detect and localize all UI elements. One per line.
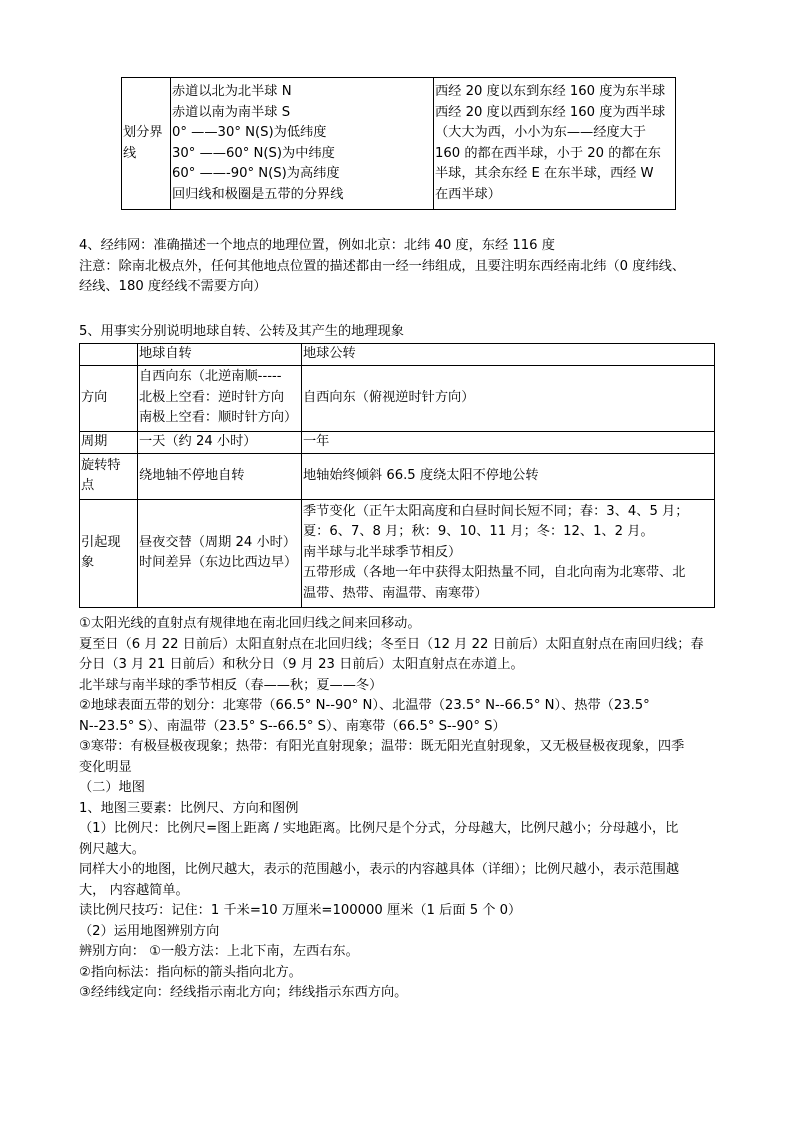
longitude-division-cell: [434, 78, 676, 210]
section-4-note-cont: 经线、180 度经线不需要方向）: [79, 279, 267, 294]
longitude-line: 西经 20 度以西到东经 160 度为西半球: [435, 104, 666, 120]
latitude-line: 赤道以北为北半球 N: [172, 84, 292, 99]
section-4-heading: 4、经纬网：准确描述一个地点的地理位置，例如北京：北纬 40 度，东经 116 度: [79, 238, 555, 253]
revolution-cell: [302, 431, 715, 453]
note-line: （1）比例尺：比例尺=图上距离 / 实地距离。比例尺是个分式，分母越大，比例尺越小；分母越小，比: [79, 821, 679, 836]
rotation-revolution-table: [79, 343, 715, 608]
latitude-line: 0° ——30° N(S)为低纬度: [172, 125, 327, 140]
longitude-line: 在西半球）: [435, 186, 501, 202]
note-line: 北半球与南半球的季节相反（春——秋；夏——冬）: [79, 677, 383, 693]
revolution-line: 南半球与北半球季节相反）: [303, 544, 462, 560]
table-header-row: [80, 344, 715, 366]
revolution-cell: [302, 365, 715, 431]
latitude-division-cell: [171, 78, 434, 210]
revolution-line: 夏：6、7、8 月；秋：9、10、11 月；冬：12、1、2 月。: [303, 524, 654, 540]
row-label-line: 引起现: [81, 534, 121, 550]
rotation-cell: [138, 365, 302, 431]
note-line: 夏至日（6 月 22 日前后）太阳直射点在北回归线；冬至日（12 月 22 日前后）太阳直射点在南回归线；春: [79, 636, 704, 652]
table-row-period: [80, 431, 715, 453]
header-cell-empty: [80, 344, 138, 366]
revolution-cell: [302, 499, 715, 607]
row-label: [80, 431, 138, 453]
revolution-line: 地轴始终倾斜 66.5 度绕太阳不停地公转: [303, 467, 539, 483]
row-label: [80, 499, 138, 607]
longitude-line: （大大为西，小小为东——经度大于: [435, 125, 646, 140]
section-5-title-text: 5、用事实分别说明地球自转、公转及其产生的地理现象: [79, 324, 404, 339]
division-label-line: 划分界: [123, 125, 163, 140]
table-row-direction: [80, 365, 715, 431]
latitude-line: 赤道以南为南半球 S: [172, 104, 291, 120]
rotation-line: 北极上空看：逆时针方向: [139, 389, 285, 405]
row-label-line: 点: [81, 478, 95, 493]
revolution-line: 自西向东（俯视逆时针方向）: [303, 389, 475, 405]
note-line: 分日（3 月 21 日前后）和秋分日（9 月 23 日前后）太阳直射点在赤道上。: [79, 657, 524, 672]
revolution-line: 五带形成（各地一年中获得太阳热量不同，自北向南为北寒带、北: [303, 565, 686, 581]
latitude-line: 回归线和极圈是五带的分界线: [172, 186, 344, 202]
row-label-line: 方向: [81, 389, 108, 405]
longitude-line: 西经 20 度以东到东经 160 度为东半球: [435, 84, 666, 99]
note-line: 读比例尺技巧：记住：1 千米=10 万厘米=100000 厘米（1 后面 5 个 0）: [79, 903, 522, 918]
note-line: 大， 内容越简单。: [79, 882, 189, 898]
note-line: 同样大小的地图，比例尺越大，表示的范围越小，表示的内容越具体（详细）；比例尺越小，表示范围越: [79, 862, 680, 877]
row-label: [80, 365, 138, 431]
note-line: ②地球表面五带的划分：北寒带（66.5° N--90° N）、北温带（23.5° N--66.5° N）、热带（23.5°: [79, 698, 650, 713]
row-label-line: 象: [81, 555, 95, 570]
note-line: 1、地图三要素：比例尺、方向和图例: [79, 800, 299, 816]
note-line: ①太阳光线的直射点有规律地在南北回归线之间来回移动。: [79, 616, 421, 631]
note-line: ③寒带：有极昼极夜现象；热带：有阳光直射现象；温带：既无阳光直射现象，又无极昼极夜现象，四季: [79, 739, 685, 754]
rotation-line: 一天（约 24 小时）: [139, 433, 257, 449]
hemisphere-division-table: [121, 77, 676, 210]
revolution-line: 温带、热带、南温带、南寒带）: [303, 585, 488, 601]
division-label-cell: [122, 78, 171, 210]
section-5-title: [79, 322, 719, 343]
header-cell-revolution: 地球公转: [302, 344, 715, 366]
note-line: （2）运用地图辨别方向: [79, 923, 220, 939]
section-4-note: 注意：除南北极点外，任何其他地点位置的描述都由一经一纬组成，且要注明东西经南北纬（0 度纬线、: [79, 258, 686, 274]
row-label: [80, 453, 138, 499]
rotation-cell: [138, 431, 302, 453]
row-label-line: 旋转特: [81, 457, 121, 473]
revolution-line: 季节变化（正午太阳高度和白昼时间长短不同；春：3、4、5 月；: [303, 503, 689, 519]
note-line: 变化明显: [79, 759, 132, 775]
note-line: 例尺越大。: [79, 841, 145, 857]
note-line: N--23.5° S）、南温带（23.5° S--66.5° S）、南寒带（66.5° S--90° S）: [79, 718, 506, 734]
revolution-cell: [302, 453, 715, 499]
rotation-line: 自西向东（北逆南顺-----: [139, 369, 282, 385]
rotation-line: 南极上空看：顺时针方向）: [139, 410, 298, 426]
table-row-feature: [80, 453, 715, 499]
rotation-cell: [138, 499, 302, 607]
note-line: ②指向标法：指向标的箭头指向北方。: [79, 964, 302, 980]
rotation-line: 昼夜交替（周期 24 小时）: [139, 534, 297, 550]
section-4: [79, 236, 719, 298]
notes-body: [79, 614, 719, 1004]
subsection-heading: （二）地图: [79, 780, 145, 795]
rotation-line: 时间差异（东边比西边早）: [139, 555, 298, 570]
note-line: 辨别方向： ①一般方法：上北下南，左西右东。: [79, 944, 359, 959]
table-row-phenomena: [80, 499, 715, 607]
longitude-line: 半球，其余东经 E 在东半球，西经 W: [435, 166, 654, 181]
note-line: ③经纬线定向：经线指示南北方向；纬线指示东西方向。: [79, 985, 408, 1000]
latitude-line: 30° ——60° N(S)为中纬度: [172, 145, 335, 161]
latitude-line: 60° ——-90° N(S)为高纬度: [172, 166, 340, 181]
longitude-line: 160 的都在西半球，小于 20 的都在东: [435, 145, 661, 161]
rotation-line: 绕地轴不停地自转: [139, 467, 245, 483]
revolution-line: 一年: [303, 433, 330, 449]
rotation-cell: [138, 453, 302, 499]
row-label-line: 周期: [81, 433, 108, 449]
header-cell-rotation: 地球自转: [138, 344, 302, 366]
division-label-line: 线: [123, 145, 137, 161]
